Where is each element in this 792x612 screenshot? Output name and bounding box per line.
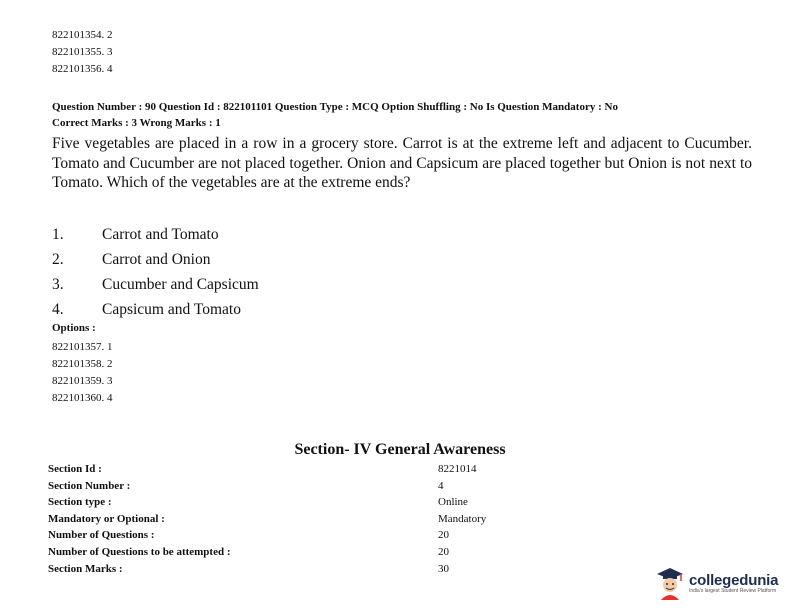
section-info-row [48,563,558,580]
previous-options-list [52,27,113,78]
section-info-table [48,463,558,579]
options-label: Options : [52,322,96,334]
section-info-value: 20 [438,529,449,542]
graduate-mascot-icon [655,566,685,600]
watermark-name: collegedunia [689,572,779,589]
section-info-key: Section Marks : [48,562,123,575]
choice-number: 2. [52,250,64,268]
answer-choice [52,297,259,322]
section-info-row [48,529,558,546]
section-info-value: 8221014 [438,463,477,475]
question-meta-line: Question Number : 90 Question Id : 822101101 Question Type : MCQ Option Shuffling : No Is Question Mandatory : No [52,101,618,113]
choice-text: Capsicum and Tomato [102,300,241,318]
option-line: 822101356. 4 [52,63,113,75]
section-info-row [48,496,558,513]
choice-number: 1. [52,225,64,243]
answer-choices [52,222,259,322]
choice-text: Carrot and Onion [102,250,211,268]
choice-text: Cucumber and Capsicum [102,275,259,293]
watermark-logo [655,566,778,600]
option-line: 822101355. 3 [52,46,113,58]
answer-choice [52,272,259,297]
option-line: 822101357. 1 [52,341,113,353]
answer-choice [52,222,259,247]
choice-number: 4. [52,300,64,318]
section-info-row [48,513,558,530]
answer-choice [52,247,259,272]
option-line: 822101354. 2 [52,29,113,41]
watermark-tagline: India's largest Student Review Platform [689,588,777,594]
section-info-value: Online [438,496,468,509]
section-info-value: 20 [438,545,449,558]
choice-text: Carrot and Tomato [102,225,219,243]
option-line: 822101360. 4 [52,392,113,404]
section-info-value: 4 [438,479,444,492]
section-info-key: Section type : [48,496,112,509]
section-title: Section- IV General Awareness [294,441,506,458]
section-info-row [48,480,558,497]
question-marks-line: Correct Marks : 3 Wrong Marks : 1 [52,117,221,129]
section-info-value: 30 [438,562,449,575]
question-text: Five vegetables are placed in a row in a grocery store. Carrot is at the extreme left and adjacent to Cucumber. Tomato and Cucumber are not placed together. Onion and Capsicum are placed together but Onion is not next to Tomato. Which of the vegetables are at the extreme ends? [52,135,752,191]
section-info-key: Section Id : [48,463,102,475]
section-info-key: Number of Questions : [48,529,155,542]
section-info-key: Mandatory or Optional : [48,512,165,525]
option-line: 822101358. 2 [52,358,113,370]
section-info-key: Number of Questions to be attempted : [48,545,231,558]
section-info-row [48,546,558,563]
section-info-row [48,463,558,480]
options-list [52,339,113,407]
section-info-key: Section Number : [48,479,131,492]
option-line: 822101359. 3 [52,375,113,387]
question-meta [52,99,772,131]
section-info-value: Mandatory [438,512,487,525]
choice-number: 3. [52,275,64,293]
watermark-text [689,572,778,594]
